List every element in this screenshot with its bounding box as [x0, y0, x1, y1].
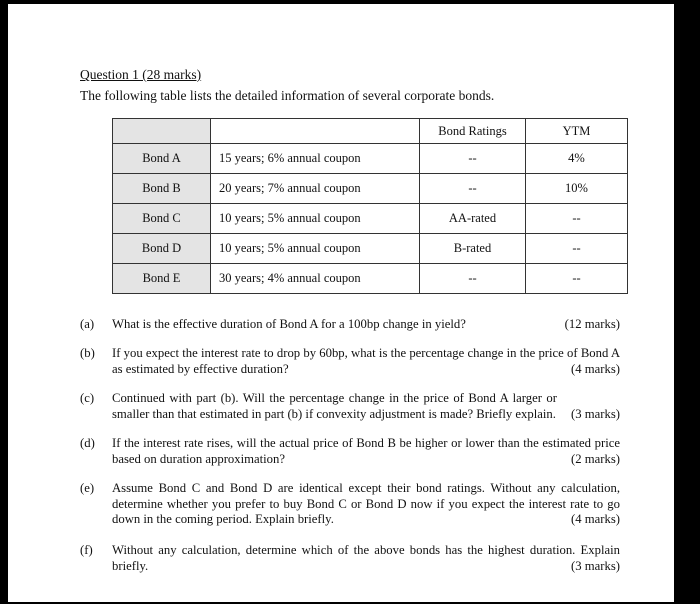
question-intro: The following table lists the detailed information of several corporate bonds. [80, 88, 495, 103]
table-row [113, 174, 628, 204]
table-row [113, 234, 628, 264]
part-text: If you expect the interest rate to drop by 60bp, what is the percentage change in the price of Bond A as estimated by effective duration? [112, 346, 620, 376]
part-text: Assume Bond C and Bond D are identical except their bond ratings. Without any calculation, determine whether you prefer to buy Bond C or Bond D now if you expect the interest rate to go down in the coming period. Explain briefly. [112, 481, 620, 526]
bond-rating: B-rated [420, 234, 526, 264]
part-text: Without any calculation, determine which of the above bonds has the highest duration. Explain briefly. [112, 543, 620, 573]
part-text: What is the effective duration of Bond A for a 100bp change in yield? [112, 317, 466, 331]
table-row [113, 204, 628, 234]
part-label: (e) [80, 481, 95, 495]
document-page [8, 4, 674, 602]
bond-description: 30 years; 4% annual coupon [211, 264, 420, 294]
bond-ytm: -- [526, 234, 628, 264]
part-label: (b) [80, 346, 95, 360]
part-marks: (4 marks) [571, 512, 620, 526]
bond-rating: -- [420, 144, 526, 174]
bond-rating: -- [420, 174, 526, 204]
bond-name: Bond E [113, 264, 211, 294]
part-label: (d) [80, 436, 95, 450]
part-marks: (3 marks) [571, 406, 620, 421]
bond-name: Bond C [113, 204, 211, 234]
table-header-row [113, 119, 628, 144]
bond-table [112, 118, 628, 294]
question-title: Question 1 (28 marks) [80, 67, 202, 82]
bond-description: 10 years; 5% annual coupon [211, 204, 420, 234]
part-text: If the interest rate rises, will the actual price of Bond B be higher or lower than the estimated price based on duration approximation? [112, 436, 620, 466]
header-cell [113, 119, 211, 144]
part-marks: (2 marks) [571, 451, 620, 466]
bond-description: 20 years; 7% annual coupon [211, 174, 420, 204]
table-row [113, 264, 628, 294]
bond-ytm: -- [526, 204, 628, 234]
part-marks: (12 marks) [564, 317, 620, 331]
bond-ytm: 10% [526, 174, 628, 204]
bond-name: Bond B [113, 174, 211, 204]
bond-ytm: -- [526, 264, 628, 294]
bond-ytm: 4% [526, 144, 628, 174]
part-label: (c) [80, 391, 95, 405]
bond-name: Bond A [113, 144, 211, 174]
bond-description: 10 years; 5% annual coupon [211, 234, 420, 264]
part-text: Continued with part (b). Will the percentage change in the price of Bond A larger or smaller than that estimated in part (b) if convexity adjustment is made? Briefly explain. [112, 391, 557, 421]
part-label: (a) [80, 317, 95, 331]
header-cell [211, 119, 420, 144]
bond-rating: AA-rated [420, 204, 526, 234]
part-marks: (3 marks) [571, 558, 620, 573]
bond-rating: -- [420, 264, 526, 294]
part-marks: (4 marks) [571, 361, 620, 376]
part-label: (f) [80, 543, 93, 557]
bond-description: 15 years; 6% annual coupon [211, 144, 420, 174]
header-bond-ratings: Bond Ratings [420, 119, 526, 144]
header-ytm: YTM [526, 119, 628, 144]
table-row [113, 144, 628, 174]
bond-name: Bond D [113, 234, 211, 264]
